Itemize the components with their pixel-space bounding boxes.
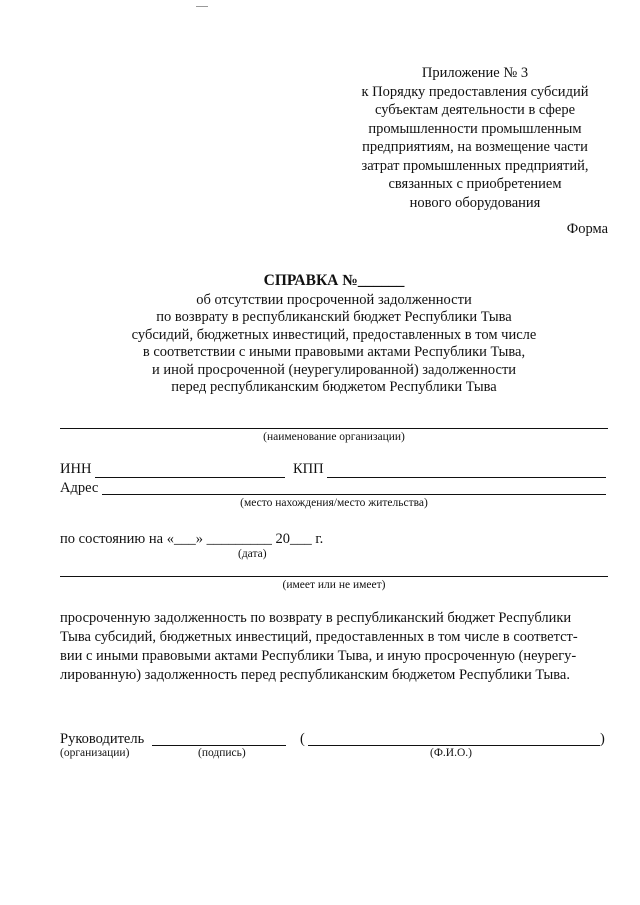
appendix-line: предприятиям, на возмещение части: [362, 139, 588, 155]
appendix-line: нового оборудования: [409, 194, 541, 211]
title-block: [60, 272, 608, 397]
address-field[interactable]: [102, 494, 606, 495]
body-paragraph: [60, 609, 608, 685]
appendix-line: затрат промышленных предприятий,: [361, 157, 589, 174]
has-debt-caption: (имеет или не имеет): [282, 579, 386, 591]
head-label: Руководитель: [60, 731, 145, 747]
date-caption: (дата): [238, 548, 267, 560]
address-caption: (место нахождения/место жительства): [240, 497, 428, 509]
kpp-label: КПП: [293, 461, 324, 477]
kpp-field[interactable]: [327, 477, 606, 478]
sign-caption: (подпись): [198, 747, 246, 759]
subtitle-line: в соответствии с иными правовыми актами Республики Тыва,: [142, 344, 526, 360]
has-debt-field[interactable]: [60, 576, 608, 577]
document-title: СПРАВКА №______: [263, 272, 405, 289]
close-paren: ): [600, 731, 605, 747]
body-line: вии с иными правовыми актами Республики Тыва, и иную просроченную (неурегу-: [60, 648, 577, 664]
body-line: лированную) задолженность перед республиканским бюджетом Республики Тыва.: [60, 667, 570, 683]
scan-mark: [196, 6, 208, 7]
subtitle-line: и иной просроченной (неурегулированной) задолженности: [151, 361, 517, 378]
appendix-line: промышленности промышленным: [368, 120, 582, 137]
fio-field[interactable]: [308, 745, 600, 746]
subtitle-line: об отсутствии просроченной задолженности: [196, 291, 472, 308]
appendix-line: связанных с приобретением: [388, 176, 562, 192]
org-name-field[interactable]: [60, 428, 608, 429]
inn-label: ИНН: [60, 461, 92, 477]
date-field[interactable]: по состоянию на «___» _________ 20___ г.: [60, 531, 324, 547]
org-sign-caption: (организации): [60, 747, 130, 759]
subtitle-line: субсидий, бюджетных инвестиций, предоставленных в том числе: [131, 326, 537, 343]
body-line: просроченную задолженность по возврату в республиканский бюджет Республики: [60, 610, 572, 626]
form-label: Форма: [566, 221, 608, 237]
org-name-caption: (наименование организации): [263, 431, 405, 443]
appendix-line: Приложение № 3: [421, 65, 529, 81]
appendix-line: к Порядку предоставления субсидий: [361, 83, 589, 100]
subtitle-line: по возврату в республиканский бюджет Республики Тыва: [156, 309, 512, 325]
subtitle-line: перед республиканским бюджетом Республики Тыва: [171, 379, 497, 395]
signature-field[interactable]: [152, 745, 286, 746]
appendix-line: субъектам деятельности в сфере: [374, 102, 576, 118]
fio-caption: (Ф.И.О.): [430, 747, 472, 759]
address-label: Адрес: [60, 480, 99, 496]
body-line: Тыва субсидий, бюджетных инвестиций, предоставленных в том числе в соответст-: [60, 629, 578, 645]
appendix-header: [340, 64, 610, 212]
open-paren: (: [300, 731, 305, 747]
inn-field[interactable]: [95, 477, 285, 478]
